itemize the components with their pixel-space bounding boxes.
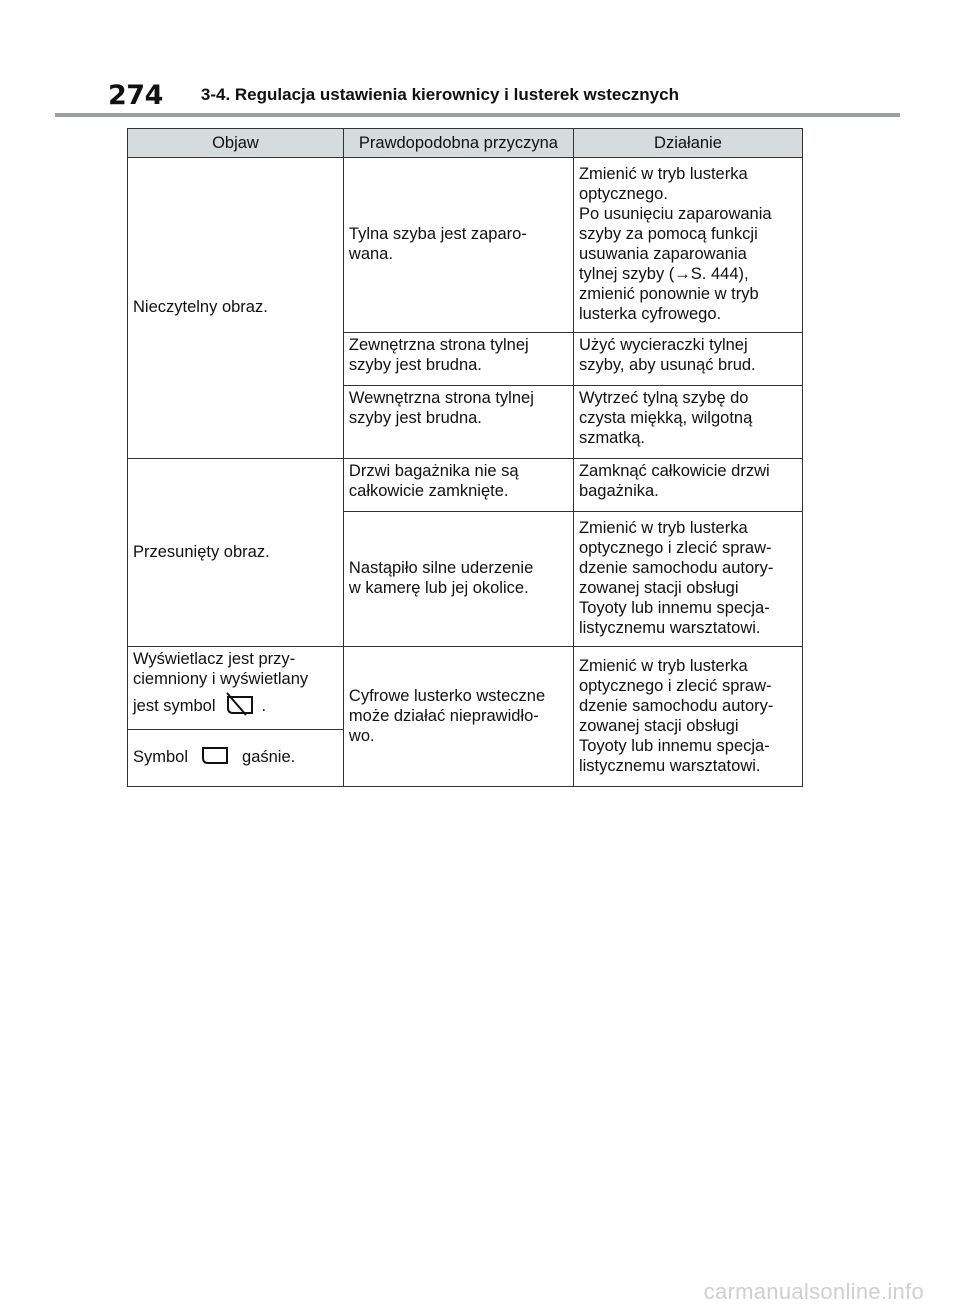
cause-cell: Nastąpiło silne uderzenie w kamerę lub jej okolice.	[343, 512, 573, 647]
action-cell: Wytrzeć tylną szybę do czysta miękką, wilgotną szmatką.	[573, 386, 802, 459]
table-row	[128, 459, 803, 512]
symptom-line: ciemniony i wyświetlany	[133, 670, 309, 688]
table-row	[128, 158, 803, 333]
watermark: carmanualsonline.info	[703, 1279, 924, 1304]
symptom-cell: Nieczytelny obraz.	[128, 158, 344, 459]
action-cell: Zmienić w tryb lusterka optycznego i zlecić spraw- dzenie samochodu autory- zowanej stacji obsługi Toyoty lub innemu specja- listycznemu warsztatowi.	[573, 512, 802, 647]
header-divider	[55, 113, 900, 117]
cause-cell: Zewnętrzna strona tylnej szyby jest brudna.	[343, 333, 573, 386]
action-cell: Zmienić w tryb lusterka optycznego i zlecić spraw- dzenie samochodu autory- zowanej stacji obsługi Toyoty lub innemu specja- listycznemu warsztatowi.	[573, 647, 802, 787]
symptom-text: Symbol	[133, 747, 189, 766]
column-header-cause: Prawdopodobna przyczyna	[343, 129, 573, 158]
cause-cell: Wewnętrzna strona tylnej szyby jest brudna.	[343, 386, 573, 459]
symptom-cell: Przesunięty obraz.	[128, 459, 344, 647]
symptom-cell-symbol-off	[128, 730, 344, 787]
mirror-icon	[200, 745, 230, 770]
mirror-fault-icon	[224, 692, 256, 721]
symptom-line	[133, 692, 338, 721]
symptom-cell-display-dim	[128, 647, 344, 730]
cause-cell: Drzwi bagażnika nie są całkowicie zamknięte.	[343, 459, 573, 512]
symptom-text: jest symbol	[133, 696, 216, 715]
column-header-action: Działanie	[573, 129, 802, 158]
cause-cell: Cyfrowe lusterko wsteczne może działać nieprawidło- wo.	[343, 647, 573, 787]
troubleshooting-table	[127, 128, 803, 787]
table-row	[128, 647, 803, 730]
symptom-line: Wyświetlacz jest przy-	[133, 650, 296, 668]
section-title: 3-4. Regulacja ustawienia kierownicy i lusterek wstecznych	[200, 85, 679, 104]
symptom-text: .	[261, 696, 267, 715]
column-header-symptom: Objaw	[128, 129, 344, 158]
cause-cell: Tylna szyba jest zaparo- wana.	[343, 158, 573, 333]
action-cell: Zmienić w tryb lusterka optycznego. Po usunięciu zaparowania szyby za pomocą funkcji usuwania zaparowania tylnej szyby (→S. 444), zmienić ponownie w tryb lusterka cyfrowego.	[573, 158, 802, 333]
page-number: 274	[108, 79, 163, 111]
table-header-row	[128, 129, 803, 158]
symptom-text: gaśnie.	[242, 747, 296, 766]
action-cell: Użyć wycieraczki tylnej szyby, aby usunąć brud.	[573, 333, 802, 386]
page-header	[108, 78, 679, 112]
action-cell: Zamknąć całkowicie drzwi bagażnika.	[573, 459, 802, 512]
